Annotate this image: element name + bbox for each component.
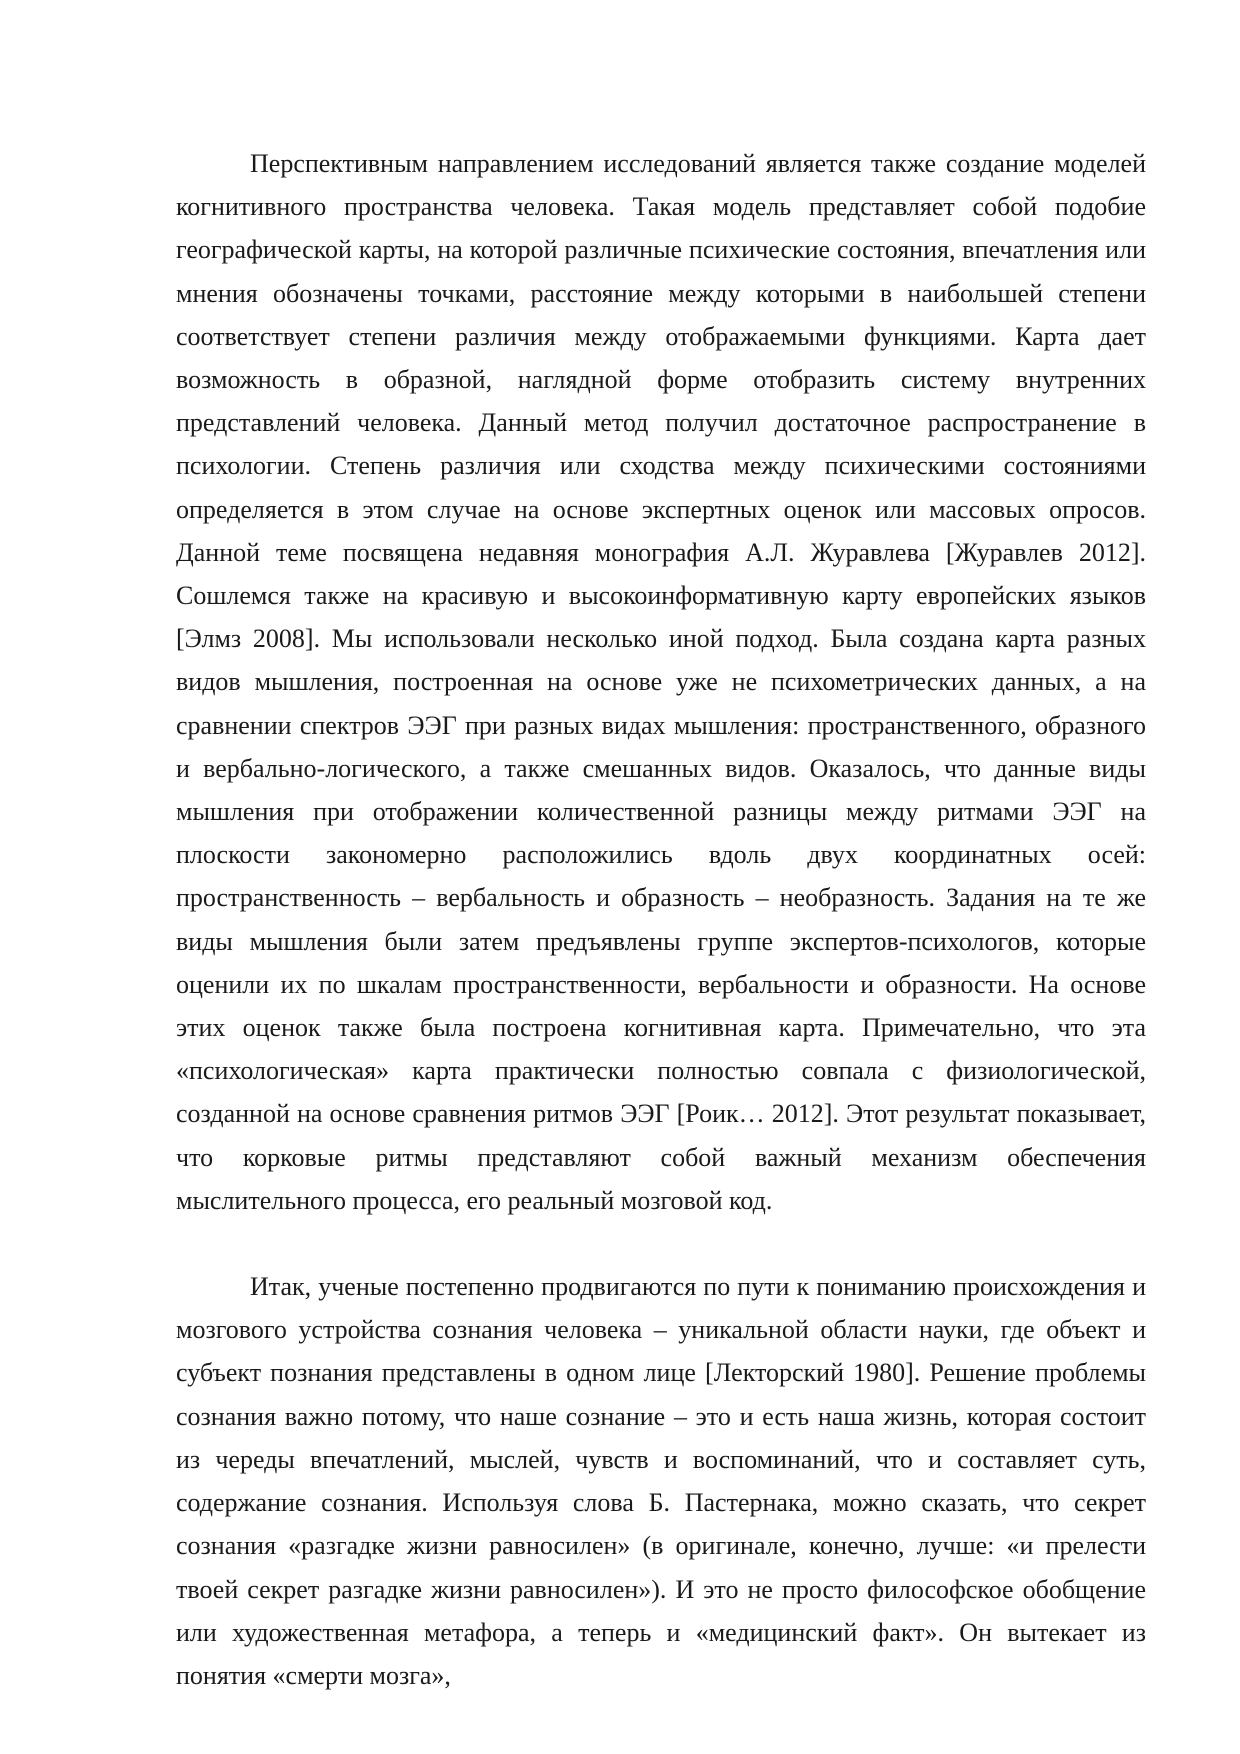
paragraph-consciousness: Итак, ученые постепенно продвигаются по пути к пониманию происхождения и мозгового устройства сознания человека – уникальной области науки, где объект и субъект познания представлены в одном лице [Лекторский 1980]. Решение проблемы сознания важно потому, что наше сознание – это и есть наша жизнь, которая состоит из череды впечатлений, мыслей, чувств и воспоминаний, что и составляет суть, содержание сознания. Используя слова Б. Пастернака, можно сказать, что секрет сознания «разгадке жизни равносилен» (в оригинале, конечно, лучше: «и прелести твоей секрет разгадке жизни равносилен»). И это не просто философское обобщение или художественная метафора, а теперь и «медицинский факт». Он вытекает из понятия «смерти мозга», (176, 1272, 1146, 1690)
document-page (176, 142, 1146, 1697)
paragraph-cognitive-maps: Перспективным направлением исследований является также создание моделей когнитивного пространства человека. Такая модель представляет собой подобие географической карты, на которой различные психические состояния, впечатления или мнения обозначены точками, расстояние между которыми в наибольшей степени соответствует степени различия между отображаемыми функциями. Карта дает возможность в образной, наглядной форме отобразить систему внутренних представлений человека. Данный метод получил достаточное распространение в психологии. Степень различия или сходства между психическими состояниями определяется в этом случае на основе экспертных оценок или массовых опросов. Данной теме посвящена недавняя монография А.Л. Журавлева [Журавлев 2012]. Сошлемся также на красивую и высокоинформативную карту европейских языков [Элмз 2008]. Мы использовали несколько иной подход. Была создана карта разных видов мышления, построенная на основе уже не психометрических данных, а на сравнении спектров ЭЭГ при разных видах мышления: пространственного, образного и вербально-логического, а также смешанных видов. Оказалось, что данные виды мышления при отображении количественной разницы между ритмами ЭЭГ на плоскости закономерно расположились вдоль двух координатных осей: пространственность – вербальность и образность – необразность. Задания на те же виды мышления были затем предъявлены группе экспертов-психологов, которые оценили их по шкалам пространственности, вербальности и образности. На основе этих оценок также была построена когнитивная карта. Примечательно, что эта «психологическая» карта практически полностью совпала с физиологической, созданной на основе сравнения ритмов ЭЭГ [Роик… 2012]. Этот результат показывает, что корковые ритмы представляют собой важный механизм обеспечения мыслительного процесса, его реальный мозговой код. (176, 149, 1146, 1215)
